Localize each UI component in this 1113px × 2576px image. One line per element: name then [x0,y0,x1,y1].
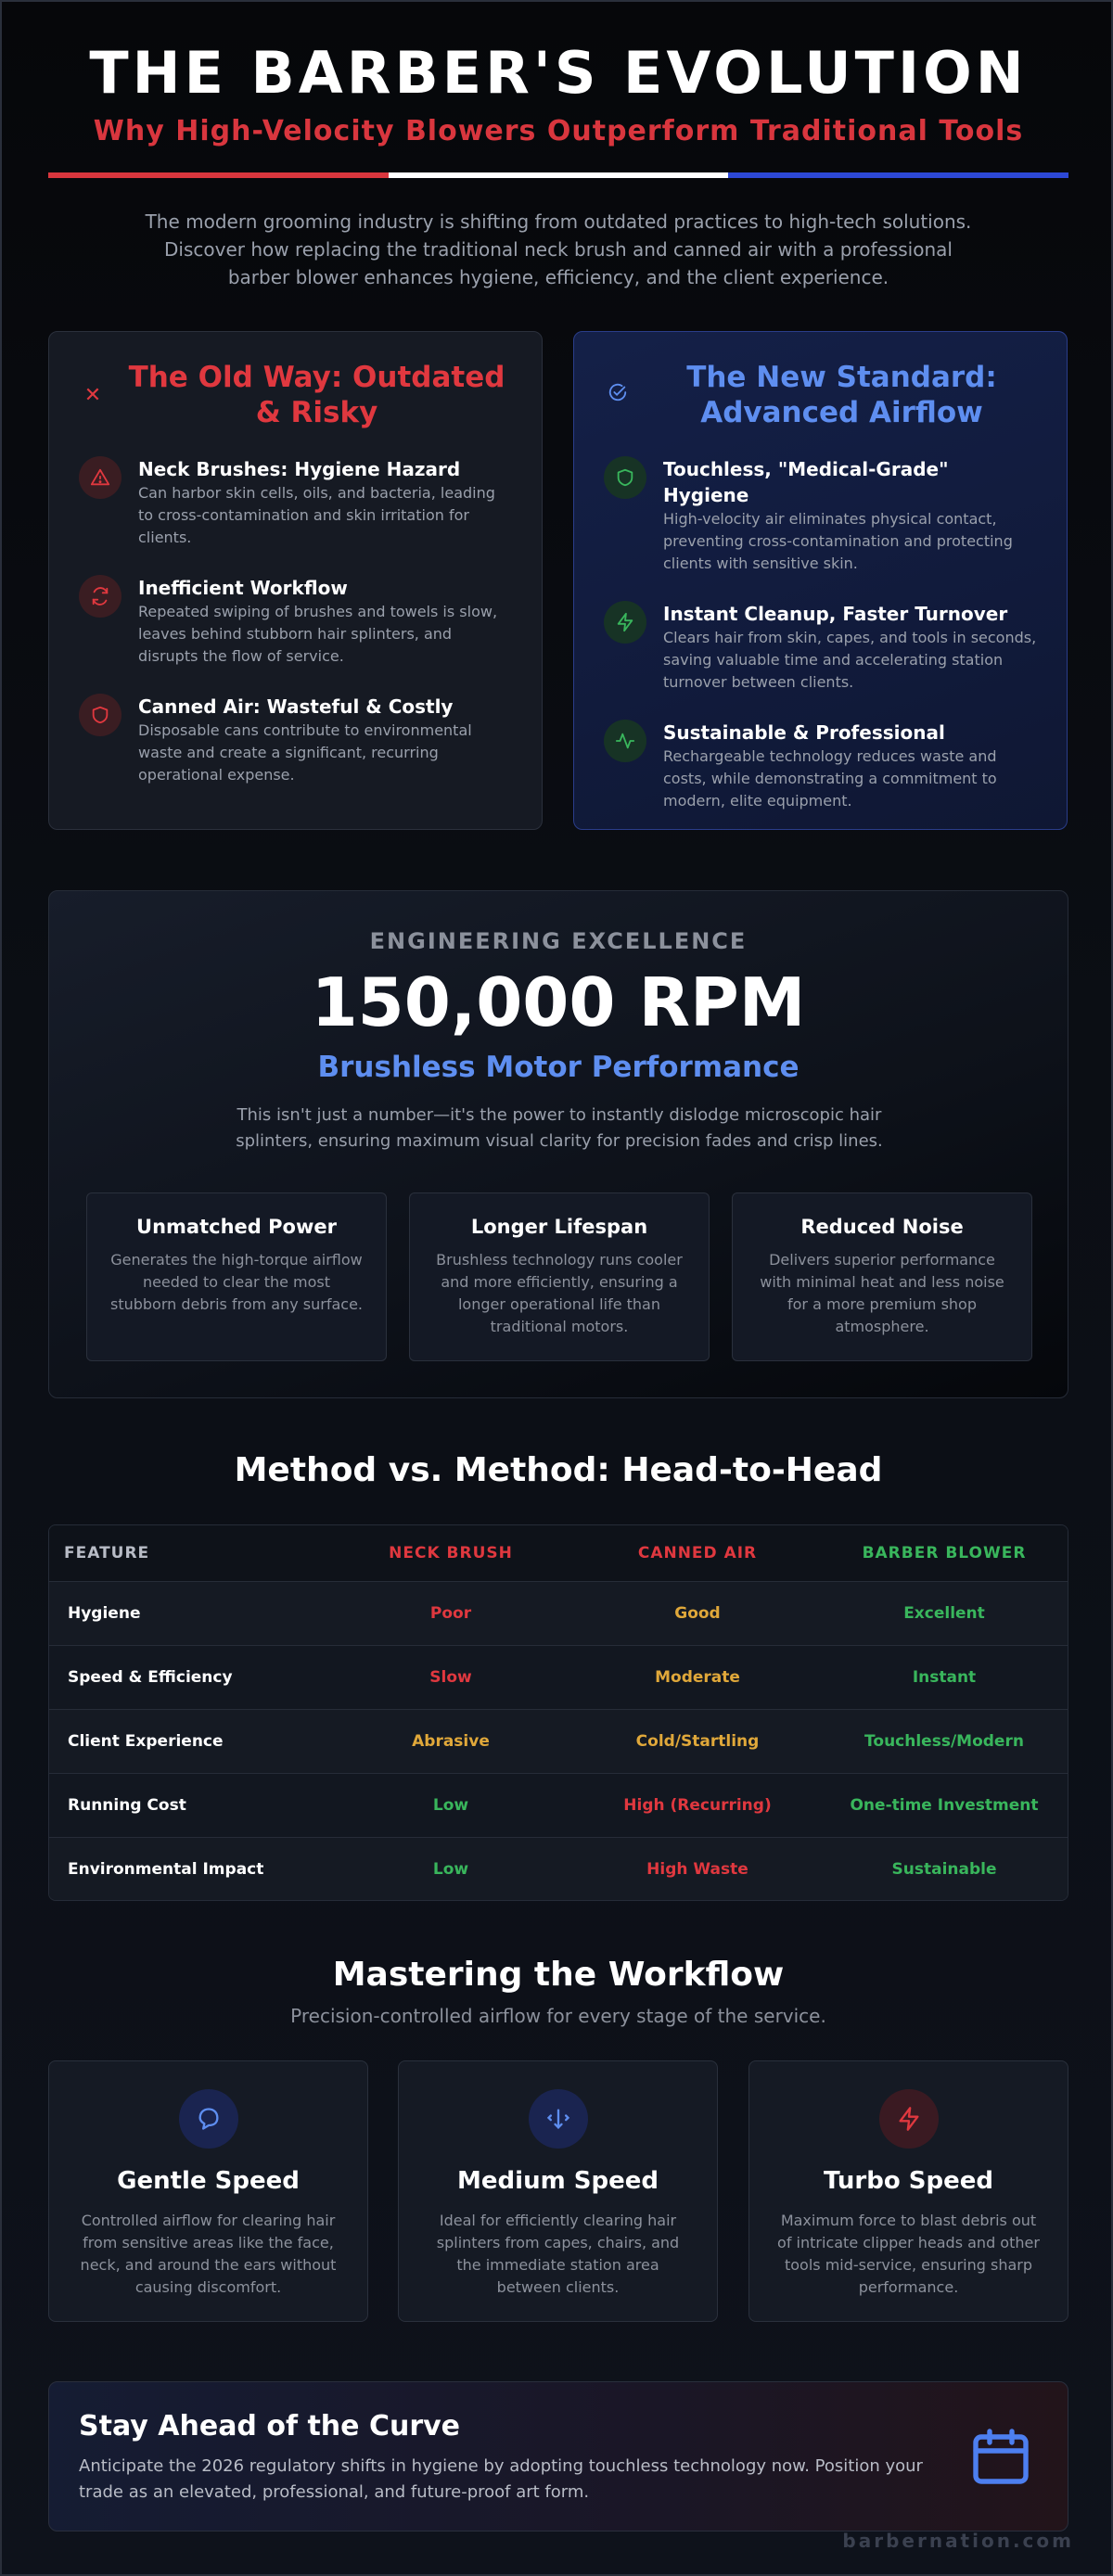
row-label: Client Experience [68,1732,224,1751]
engineering-section [48,890,1068,1398]
workflow-card [398,2060,718,2322]
calendar-icon [967,2421,1034,2495]
cell: Poor [429,1604,472,1623]
footer-brand: barbernation.com [842,2530,1074,2552]
zap-icon [879,2089,939,2149]
cell: High Waste [646,1860,748,1879]
table-header-row [49,1525,1068,1581]
item-text: Rechargeable technology reduces waste and costs, while demonstrating a commitment to modern, elite equipment. [663,747,997,810]
new-way-title: The New Standard: Advanced Airflow [686,361,997,429]
cell: Sustainable [891,1860,997,1879]
item-text: Clears hair from skin, capes, and tools in seconds, saving valuable time and accelerating station turnover between clients. [663,629,1037,691]
feature-card [409,1192,710,1361]
row-label: Speed & Efficiency [68,1668,233,1687]
item-title: Instant Cleanup, Faster Turnover [663,603,1008,625]
feature-title: Longer Lifespan [470,1216,648,1238]
workflow-card-text: Controlled airflow for clearing hair from sensitive areas like the face, neck, and around the ears without causing discomfort. [80,2212,337,2296]
cell: Touchless/Modern [864,1732,1024,1751]
workflow-card [748,2060,1068,2322]
item-title: Neck Brushes: Hygiene Hazard [138,458,461,480]
shield-icon [79,694,122,736]
item-title: Touchless, "Medical-Grade" Hygiene [663,458,949,506]
old-way-title: The Old Way: Outdated & Risky [128,361,505,429]
intro-text: The modern grooming industry is shifting from outdated practices to high-tech solutions. Discover how replacing the traditional neck brush and canned air with a professional barber blower enhances hygiene, efficiency, and the client experience. [145,210,972,288]
cell: Low [432,1860,469,1879]
list-item [79,694,512,786]
warning-icon [79,456,122,499]
row-label: Environmental Impact [68,1860,264,1879]
table-row [49,1581,1068,1645]
shield-icon [604,456,646,499]
comparison-table [48,1524,1068,1901]
workflow-card-title: Gentle Speed [117,2167,300,2195]
feature-title: Reduced Noise [800,1216,964,1238]
workflow-card [48,2060,368,2322]
workflow-title: Mastering the Workflow [332,1956,785,1994]
header-barber-blower: BARBER BLOWER [862,1544,1027,1562]
feature-title: Unmatched Power [136,1216,337,1238]
list-item [79,456,512,549]
item-text: High-velocity air eliminates physical contact, preventing cross-contamination and protecting clients with sensitive skin. [663,510,1013,572]
feature-text: Brushless technology runs cooler and more efficiently, ensuring a longer operational life than traditional motors. [436,1251,683,1335]
table-row [49,1645,1068,1709]
motor-heading: Brushless Motor Performance [317,1051,800,1084]
workflow-card-text: Ideal for efficiently clearing hair splinters from capes, chairs, and the immediate station area between clients. [436,2212,680,2296]
workflow-card-text: Maximum force to blast debris out of intricate clipper heads and other tools mid-service, ensuring sharp performance. [777,2212,1040,2296]
bubble-icon [179,2089,238,2149]
list-item [79,575,512,668]
refresh-icon [79,575,122,618]
cta-title: Stay Ahead of the Curve [79,2410,461,2442]
bolt-icon [604,601,646,644]
new-way-card [573,331,1068,830]
feature-card [86,1192,387,1361]
cell: Low [432,1796,469,1815]
cell: Excellent [903,1604,985,1623]
comparison-title: Method vs. Method: Head-to-Head [234,1451,883,1489]
pulse-icon [604,720,646,762]
page-subtitle: Why High-Velocity Blowers Outperform Traditional Tools [93,115,1024,147]
table-row [49,1837,1068,1901]
list-item [604,601,1037,694]
item-title: Canned Air: Wasteful & Costly [138,695,454,718]
cell: Moderate [655,1668,740,1687]
divider-blue [728,172,1068,178]
rpm-value: 150,000 RPM [311,963,806,1041]
workflow-subtitle: Precision-controlled airflow for every stage of the service. [290,2005,826,2027]
table-row [49,1773,1068,1837]
divider-white [389,172,729,178]
feature-text: Delivers superior performance with minimal heat and less noise for a more premium shop atmosphere. [760,1251,1004,1335]
divider-red [48,172,389,178]
cta-text: Anticipate the 2026 regulatory shifts in hygiene by adopting touchless technology now. Position your trade as an elevated, professional, and future-proof art form. [79,2456,923,2502]
item-text: Can harbor skin cells, oils, and bacteria, leading to cross-contamination and skin irritation for clients. [138,484,495,546]
feature-text: Generates the high-torque airflow needed to clear the most stubborn debris from any surface. [109,1251,363,1313]
old-way-card [48,331,543,830]
cell: One-time Investment [850,1796,1039,1815]
item-text: Repeated swiping of brushes and towels is slow, leaves behind stubborn hair splinters, and disrupts the flow of service. [138,603,498,665]
check-circle-icon [604,382,632,408]
feature-card [732,1192,1032,1361]
cell: Cold/Startling [635,1732,760,1751]
table-row [49,1709,1068,1773]
header-feature: FEATURE [64,1544,150,1562]
page-title: THE BARBER'S EVOLUTION [89,39,1028,107]
item-text: Disposable cans contribute to environmental waste and create a significant, recurring operational expense. [138,721,472,784]
cell: Abrasive [412,1732,490,1751]
cell: High (Recurring) [623,1796,772,1815]
header-canned-air: CANNED AIR [637,1544,758,1562]
engineering-kicker: ENGINEERING EXCELLENCE [369,928,748,954]
cell: Instant [912,1668,977,1687]
header-neck-brush: NECK BRUSH [389,1544,513,1562]
list-item [604,720,1037,812]
row-label: Hygiene [68,1604,141,1623]
list-item [604,456,1037,575]
item-title: Sustainable & Professional [663,721,945,744]
cta-banner [48,2381,1068,2531]
cell: Good [674,1604,721,1623]
workflow-card-title: Medium Speed [457,2167,659,2195]
item-title: Inefficient Workflow [138,577,348,599]
row-label: Running Cost [68,1796,186,1815]
x-icon: ✕ [83,383,102,407]
tricolor-divider [48,172,1068,178]
engineering-description: This isn't just a number—it's the power to instantly dislodge microscopic hair splinters, ensuring maximum visual clarity for precision fades and crisp lines. [236,1105,883,1151]
arrows-icon [529,2089,588,2149]
cell: Slow [429,1668,472,1687]
workflow-card-title: Turbo Speed [824,2167,993,2195]
